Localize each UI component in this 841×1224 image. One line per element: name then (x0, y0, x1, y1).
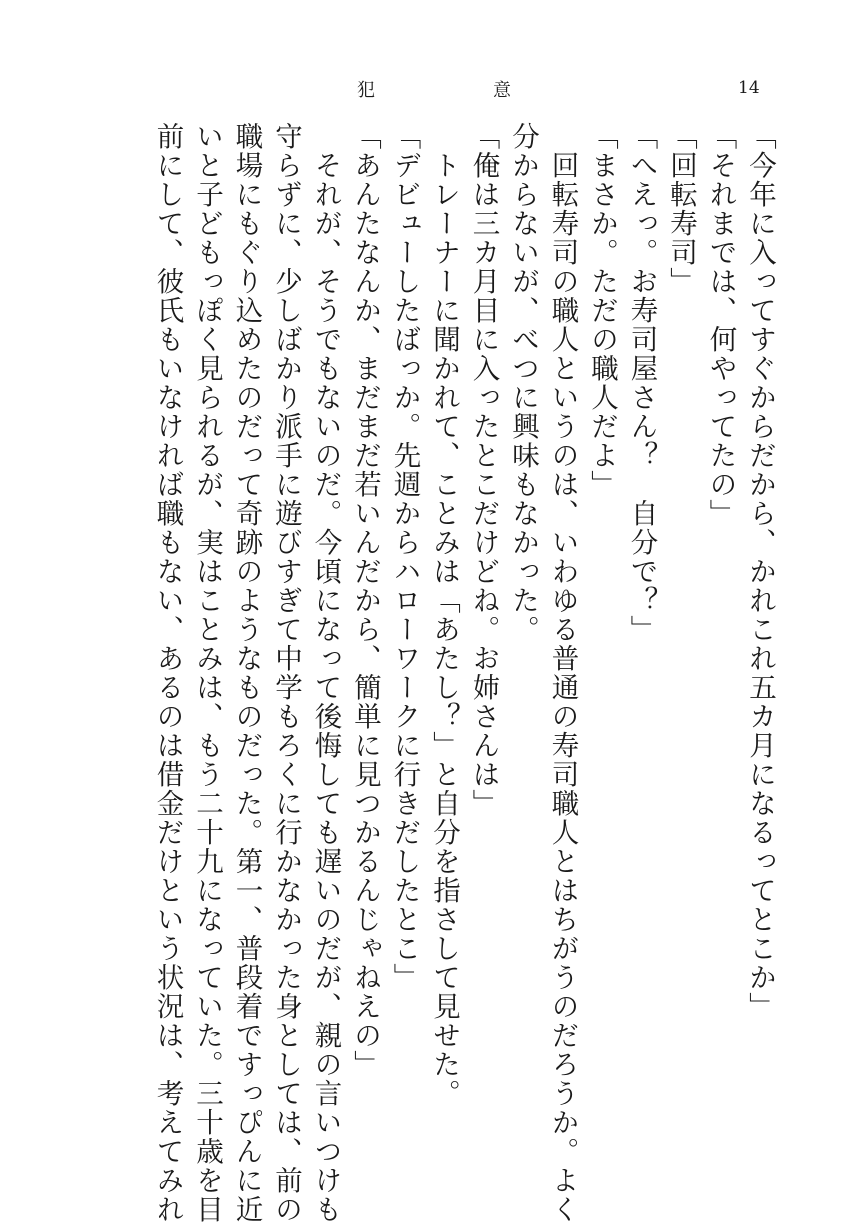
text-column-15: いと子どもっぽく見られるが、実はことみは、もう二十九になっていた。三十歳を目 (191, 122, 223, 1224)
text-column-16: 前にして、彼氏もいなければ職もない、あるのは借金だけという状況は、考えてみれ (151, 122, 184, 1224)
text-column-4: 「へえっ。お寿司屋さん？ 自分で？」 (625, 122, 658, 644)
text-column-8: 「俺は三カ月目に入ったとこだけどね。お姉さんは」 (467, 122, 500, 818)
running-header (0, 72, 841, 102)
text-column-9: トレーナーに聞かれて、ことみは「あたし？」と自分を指さして見せた。 (428, 122, 460, 1108)
page-number: 14 (738, 78, 760, 98)
running-title-char-2: 意 (493, 80, 511, 101)
text-column-10: 「デビューしたばっか。先週からハローワークに行きだしたとこ」 (388, 122, 421, 992)
text-column-6: 回転寿司の職人というのは、いわゆる普通の寿司職人とはちがうのだろうか。よく (546, 122, 579, 1224)
text-column-11: 「あんたなんか、まだまだ若いんだから、簡単に見つかるんじゃねえの」 (349, 122, 381, 1079)
running-title-char-1: 犯 (357, 80, 375, 101)
text-column-7: 分からないが、べつに興味もなかった。 (507, 122, 539, 644)
text-column-13: 守らずに、少しばかり派手に遊びすぎて中学もろくに行かなかった身としては、前の (270, 122, 302, 1224)
text-column-14: 職場にもぐり込めたのだって奇跡のようなものだった。第一、普段着ですっぴんに近 (230, 122, 263, 1224)
text-column-3: 「回転寿司」 (665, 122, 697, 296)
text-column-12: それが、そうでもないのだ。今頃になって後悔しても遅いのだが、親の言いつけも (309, 122, 342, 1224)
text-column-2: 「それまでは、何やってたの」 (704, 122, 737, 528)
text-column-5: 「まさか。ただの職人だよ」 (586, 122, 618, 499)
text-column-1: 「今年に入ってすぐからだから、かれこれ五カ月になるってとこか」 (744, 122, 776, 1021)
vertical-body-text (147, 122, 779, 1224)
